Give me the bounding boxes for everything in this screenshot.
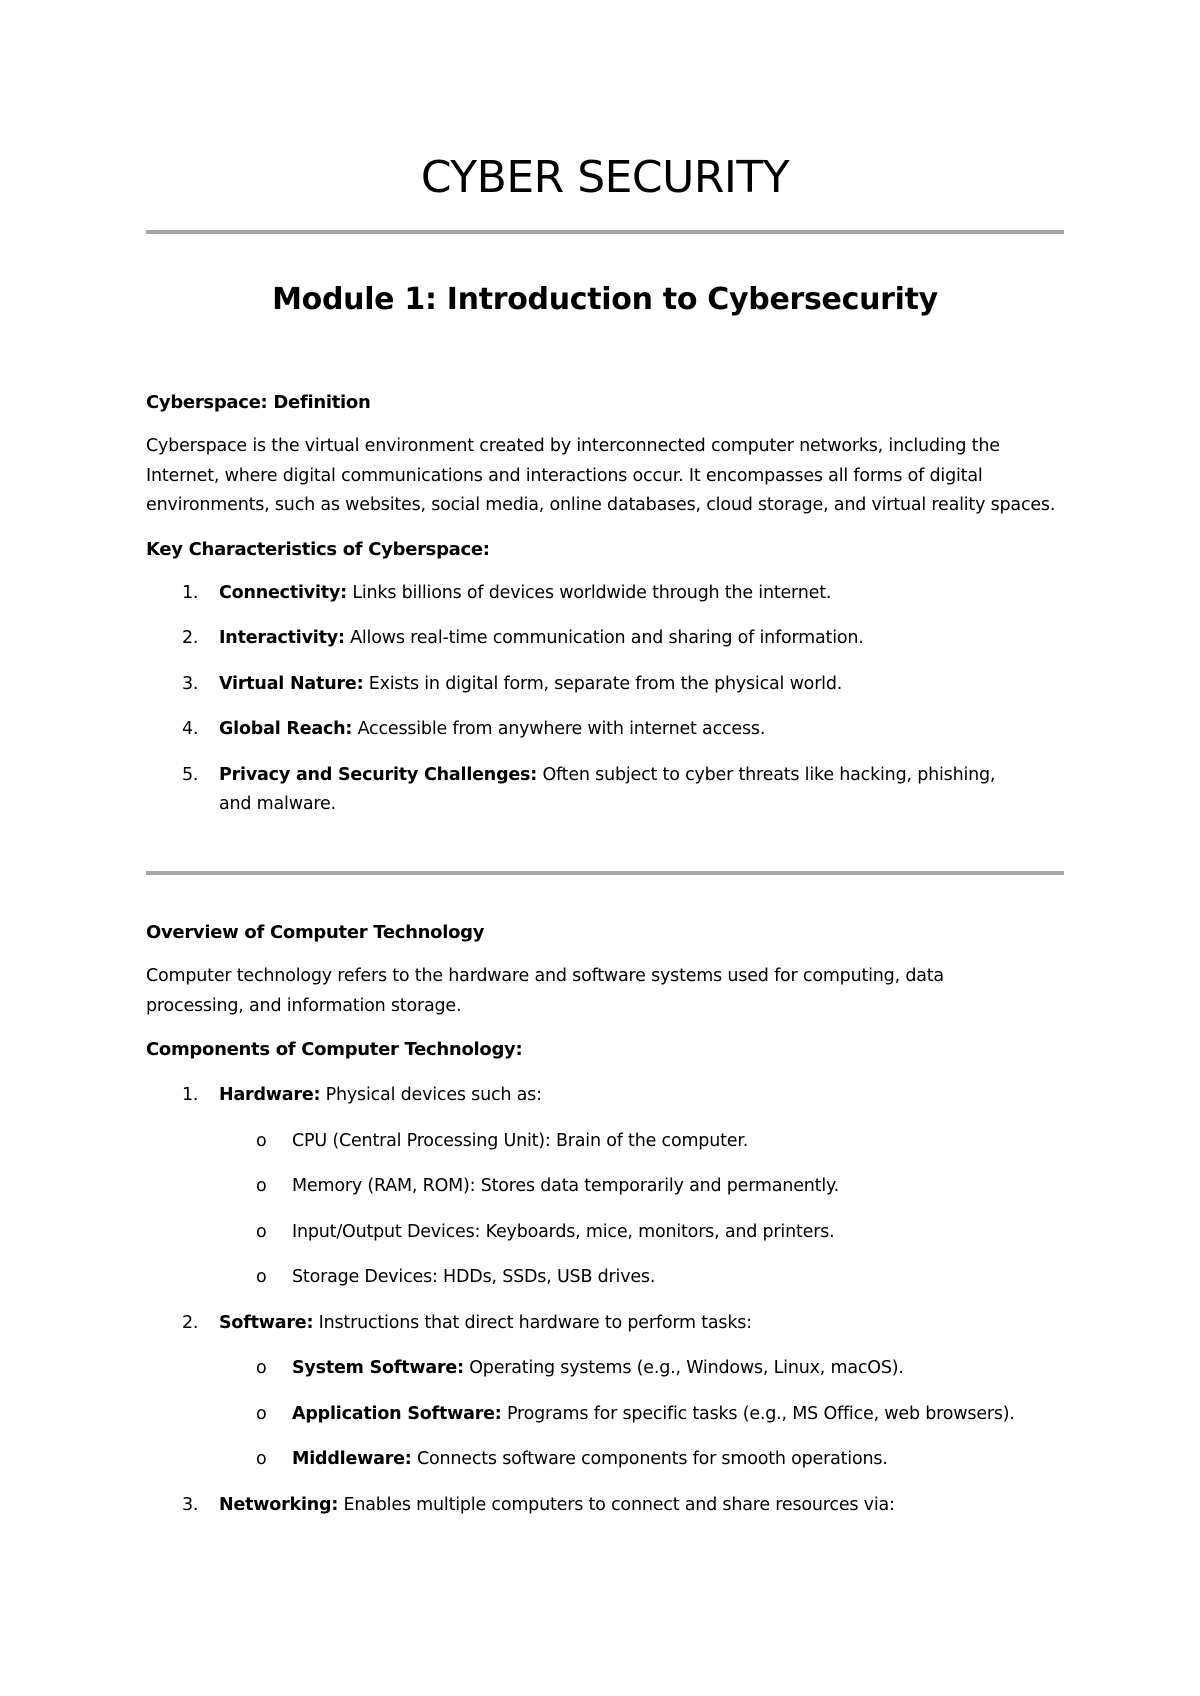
item-text: Instructions that direct hardware to perform tasks: [313,1312,752,1333]
characteristics-list [146,579,1076,820]
sub-list-item [146,1354,1076,1384]
sub-item-text: Programs for specific tasks (e.g., MS Office, web browsers). [501,1403,1015,1424]
item-text: Links billions of devices worldwide through the internet. [346,582,832,603]
components-list [146,1081,1076,1520]
list-number: 4. [182,719,199,739]
list-item [146,670,1076,700]
list-item [146,761,1019,820]
bullet-marker: o [256,1130,267,1151]
section-cyberspace [146,388,1076,820]
item-term: Hardware: [219,1085,321,1105]
item-text: Physical devices such as: [320,1085,542,1105]
sub-item-text: Memory (RAM, ROM): Stores data temporarily and permanently. [292,1176,840,1196]
list-item [146,579,1076,609]
bullet-marker: o [256,1403,267,1424]
sub-item-text: Storage Devices: HDDs, SSDs, USB drives. [292,1267,656,1287]
item-term: Networking: [219,1494,339,1515]
document-title: CYBER SECURITY [420,152,790,203]
item-term: Software: [219,1312,314,1333]
sub-item-text: CPU (Central Processing Unit): Brain of the computer. [292,1130,749,1151]
section-computer-technology [146,918,1076,1520]
item-text: Accessible from anywhere with internet access. [352,719,766,739]
horizontal-divider [146,871,1064,875]
module-title: Module 1: Introduction to Cybersecurity [272,282,938,317]
list-number: 1. [182,1085,199,1105]
list-item-networking [146,1491,1076,1521]
list-number: 2. [182,1312,199,1333]
section-heading: Overview of Computer Technology [146,922,485,943]
sub-item-term: Middleware: [292,1449,412,1469]
sub-list-item [146,1218,1076,1248]
item-text: Often subject to cyber threats like hacking, phishing, and malware. [219,764,996,814]
bullet-marker: o [256,1176,267,1196]
list-item [146,715,1076,745]
item-text: Allows real-time communication and sharing of information. [344,628,864,648]
item-text: Enables multiple computers to connect and share resources via: [338,1494,895,1515]
sub-list-item [146,1445,1076,1475]
bullet-marker: o [256,1449,267,1469]
item-term: Global Reach: [219,719,353,739]
list-heading: Key Characteristics of Cyberspace: [146,538,490,560]
sub-item-text: Operating systems (e.g., Windows, Linux, macOS). [463,1358,904,1378]
list-heading: Components of Computer Technology: [146,1039,523,1060]
list-number: 2. [182,628,199,648]
list-item-hardware [146,1081,1076,1111]
sub-list-item [146,1127,1076,1157]
bullet-marker: o [256,1358,267,1378]
list-number: 3. [182,673,199,694]
section-paragraph: Computer technology refers to the hardware and software systems used for computing, data processing, and information storage. [146,966,944,1016]
bullet-marker: o [256,1221,267,1242]
sub-item-text: Input/Output Devices: Keyboards, mice, monitors, and printers. [292,1221,835,1242]
horizontal-divider [146,230,1064,234]
list-number: 5. [182,764,199,785]
sub-list-item [146,1172,1076,1202]
item-term: Virtual Nature: [219,673,364,694]
sub-item-term: Application Software: [292,1403,502,1424]
list-number: 1. [182,582,199,603]
list-number: 3. [182,1494,199,1515]
item-term: Interactivity: [219,628,345,648]
list-item-software [146,1309,1076,1339]
item-term: Privacy and Security Challenges: [219,764,538,785]
sub-item-text: Connects software components for smooth operations. [411,1449,888,1469]
sub-list-item [146,1400,1076,1430]
section-heading: Cyberspace: Definition [146,392,371,413]
item-text: Exists in digital form, separate from the physical world. [363,673,843,694]
bullet-marker: o [256,1267,267,1287]
list-item [146,624,1076,654]
sub-list-item [146,1263,1076,1293]
item-term: Connectivity: [219,582,347,603]
sub-item-term: System Software: [292,1358,464,1378]
section-paragraph: Cyberspace is the virtual environment created by interconnected computer networks, including the Internet, where digital communications and interactions occur. It encompasses all forms of digital environments, such as websites, social media, online databases, cloud storage, and virtual reality spaces. [146,436,1056,515]
